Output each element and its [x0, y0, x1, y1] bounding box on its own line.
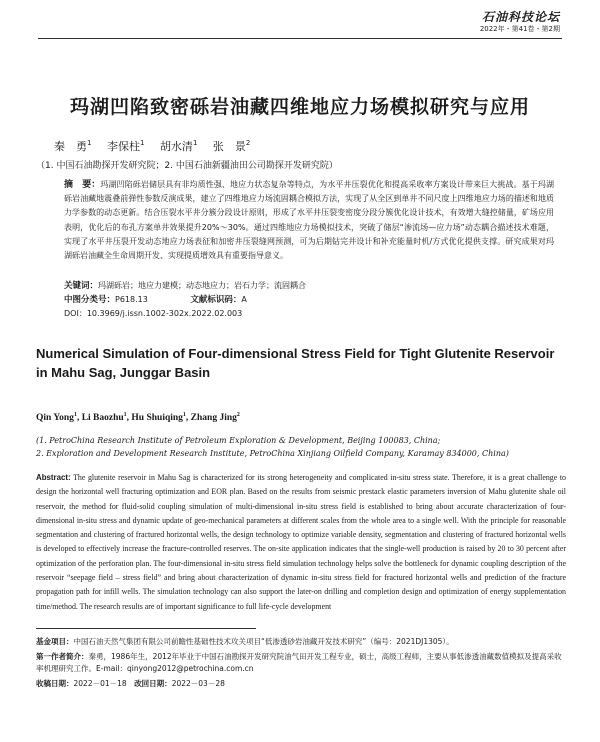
header-divider [38, 38, 562, 39]
author-affiliation-mark: 2 [245, 139, 251, 148]
footnote-dates [36, 678, 566, 691]
clc-label: 中图分类号： [64, 295, 116, 305]
journal-name: 石油科技论坛 [481, 10, 560, 24]
abstract-english [36, 471, 566, 614]
title-english: Numerical Simulation of Four-dimensional Stress Field for Tight Glutenite Reservoir in Mahu Sag, Junggar Basin [36, 346, 555, 380]
abstract-chinese [64, 178, 554, 263]
footnote-fund [36, 636, 566, 649]
classification-meta [64, 293, 247, 305]
affiliation-line: (1. PetroChina Research Institute of Petroleum Exploration & Development, Beijing 100083, China; [36, 436, 441, 445]
keywords-text: 玛湖砾岩；地应力建模；动态地应力；岩石力学；流固耦合 [98, 281, 307, 290]
abstract-label: Abstract: [36, 473, 71, 482]
author-affiliation-mark: 1 [192, 139, 198, 148]
author-name: Zhang Jing [190, 413, 237, 424]
author-affiliation-mark: 1 [87, 139, 92, 148]
affiliation-chinese: （1. 中国石油勘探开发研究院；2. 中国石油新疆油田公司勘探开发研究院） [36, 161, 338, 171]
author-name: 胡水清 [159, 140, 193, 153]
author-affiliation-mark: 2 [236, 412, 240, 418]
journal-issue: 2022年・第41卷・第2期 [479, 25, 560, 33]
author-name: 张 景 [212, 140, 246, 153]
author-name: Li Baozhu [81, 413, 124, 424]
footnote-divider [36, 628, 256, 629]
footnotes [36, 636, 566, 692]
received-label: 收稿日期： [36, 678, 74, 688]
clc-value: P618.13 [115, 295, 148, 304]
author-name: Hu Shuiqing [131, 413, 183, 424]
affiliation-line: 2. Exploration and Development Research Institute, PetroChina Xinjiang Oilfield Company, Karamay 834000, China) [36, 449, 509, 458]
author-affiliation-mark: 1 [182, 412, 186, 418]
author-affiliation-mark: 1 [123, 412, 127, 418]
abstract-label: 摘 要： [64, 180, 101, 190]
keywords-chinese [64, 279, 306, 291]
abstract-text: The glutenite reservoir in Mahu Sag is characterized for its strong heterogeneity and complicated in-situ stress state. Therefore, it is a great challenge to design the horizontal well fracturing optimization and EOR plan. Based on the results from seismic prestack elastic parameters inversion of Mahu glutenite shale oil reservoir, the method for fluid-solid coupling simulation of multi-dimensional in-situ stress field is established to bring about accurate characterization of four-dimensional in-situ stress and dynamic update of geo-mechanical parameters at different scales from the whole area to a single well. With the principle for reasonable segmentation and clustering of fractured horizontal wells, the design technology to optimize variable density, segmentation and clustering of fractured horizontal wells is developed to effectively increase the fracture-controlled reserves. The on-site application indicates that the single-well production is raised by 20 to 30 percent after optimization of the perforation plan. The four-dimensional in-situ stress field simulation technology helps solve the bottleneck for dynamic coupling description of the reservoir “seepage field – stress field” and bring about characterization of dynamic in-situ stress field for fractured horizontal wells and prediction of the fracture propagation path for infill wells. The simulation technology can also support the later-on drilling and completion design and optimization of energy supplementation time/method. The research results are of important significance to full life-cycle development [36, 473, 566, 611]
footnote-author [36, 651, 566, 676]
fund-text: 中国石油天然气集团有限公司前瞻性基础性技术攻关项目“低渗透砂岩油藏开发技术研究”（编号：2021DJ1305）。 [73, 637, 454, 646]
fund-label: 基金项目： [36, 637, 74, 646]
author-bio-text: 秦勇，1986年生，2012年毕业于中国石油勘探开发研究院油气田开发工程专业，硕士，高级工程师，主要从事低渗透油藏数值模拟及提高采收率机理研究工作。E-mail：qinyong2012@petrochina.com.cn [36, 651, 562, 673]
affiliation-english [36, 434, 509, 460]
author-affiliation-mark: 1 [73, 412, 77, 418]
author-name: Qin Yong [36, 413, 74, 424]
abstract-text: 玛湖凹陷砾岩储层具有非均质性强、地应力状态复杂等特点，为水平井压裂优化和提高采收率方案设计带来巨大挑战。基于玛湖砾岩油藏地震叠前弹性参数反演成果，建立了四维地应力场流固耦合模拟方法，实现了从全区到单井不同尺度上四维地应力场的描述和地质力学参数的动态更新。结合压裂水平井分簇分段设计原则，形成了水平井压裂变密度分段分簇优化设计技术，有效增大缝控储量，矿场应用表明，优化后的布孔方案单井效果提升20%～30%。通过四维地应力场模拟技术，突破了储层“渗流场—应力场”动态耦合描述技术难题，实现了水平井压裂开发动态地应力场表征和加密井压裂缝网预测，可为后期钻完井设计和补充能量时机/方式优化提供支撑。研究成果对玛湖砾岩油藏全生命周期开发、实现提质增效具有重要指导意义。 [64, 180, 554, 261]
received-date: 2022－01－18 [73, 678, 127, 688]
doc-code-label: 文献标识码： [190, 295, 242, 305]
authors-chinese [54, 138, 262, 154]
doi: DOI：10.3969/j.issn.1002-302x.2022.02.003 [64, 309, 243, 318]
doc-code-value: A [241, 295, 247, 304]
author-affiliation-mark: 1 [139, 139, 145, 148]
revised-date: 2022－03－28 [171, 678, 225, 688]
author-bio-label: 第一作者简介： [36, 651, 89, 661]
keywords-label: 关键词： [64, 281, 99, 291]
author-name: 秦 勇 [54, 140, 87, 153]
revised-label: 改回日期： [134, 678, 172, 688]
author-name: 李保柱 [106, 140, 140, 153]
authors-english: Qin Yong$^1$, Li Baozhu$^1$, Hu Shuiqing$^1$, Zhang Jing$^2$ [36, 412, 240, 424]
title-chinese: 玛湖凹陷致密砾岩油藏四维地应力场模拟研究与应用 [69, 96, 530, 118]
